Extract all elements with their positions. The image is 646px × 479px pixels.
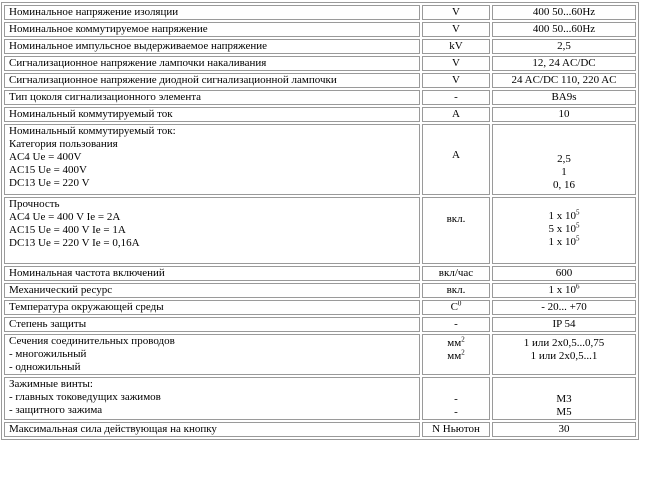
value-text: 1 x 10	[548, 210, 576, 222]
param-text: Номинальная частота включений	[9, 267, 165, 279]
unit-line	[427, 149, 485, 162]
value-line	[497, 318, 631, 331]
param-line	[9, 125, 415, 138]
unit-cell	[422, 197, 490, 264]
table-row	[4, 334, 636, 375]
value-line	[497, 91, 631, 104]
param-line	[9, 404, 415, 417]
unit-line	[427, 57, 485, 70]
value-cell	[492, 56, 636, 71]
param-line	[9, 57, 415, 70]
param-text: DC13 Ue = 220 V Ie = 0,16A	[9, 237, 140, 249]
param-text: Сигнализационное напряжение диодной сигнализационной лампочки	[9, 74, 337, 86]
unit-line	[427, 318, 485, 331]
unit-text: мм	[447, 337, 462, 349]
unit-text: вкл/час	[438, 267, 474, 279]
table-row	[4, 317, 636, 332]
unit-line	[427, 213, 485, 226]
param-line	[9, 108, 415, 121]
parameter-cell	[4, 422, 420, 437]
specification-table	[1, 2, 639, 440]
value-line	[497, 337, 631, 350]
value-text: 400 50...60Hz	[532, 23, 596, 35]
value-text: 2,5	[557, 153, 571, 165]
unit-text: вкл.	[446, 284, 466, 296]
param-text: Механический ресурс	[9, 284, 113, 296]
unit-text: вкл.	[446, 213, 466, 225]
unit-cell	[422, 334, 490, 375]
value-text: 400 50...60Hz	[532, 6, 596, 18]
parameter-cell	[4, 73, 420, 88]
value-cell	[492, 5, 636, 20]
unit-cell	[422, 56, 490, 71]
unit-text: -	[454, 318, 458, 330]
value-text: 30	[558, 423, 570, 435]
table-row	[4, 300, 636, 315]
value-cell	[492, 39, 636, 54]
unit-text: -	[454, 91, 458, 103]
unit-text: A	[452, 149, 460, 161]
table-row	[4, 124, 636, 195]
param-line	[9, 348, 415, 361]
value-cell	[492, 300, 636, 315]
value-text: 1	[561, 166, 567, 178]
unit-superscript: 0	[457, 300, 462, 308]
parameter-cell	[4, 56, 420, 71]
parameter-cell	[4, 124, 420, 195]
unit-superscript: 2	[461, 348, 465, 357]
param-line	[9, 301, 415, 314]
table-row	[4, 73, 636, 88]
value-text: M5	[556, 406, 572, 418]
value-text: 600	[555, 267, 573, 279]
param-text: Номинальное напряжение изоляции	[9, 6, 179, 18]
param-text: Максимальная сила действующая на кнопку	[9, 423, 217, 435]
param-text: - главных токоведущих зажимов	[9, 391, 161, 403]
param-text: Сигнализационное напряжение лампочки накаливания	[9, 57, 267, 69]
param-text: DC13 Ue = 220 V	[9, 177, 90, 189]
value-text: 1 или 2x0,5...0,75	[523, 337, 605, 349]
param-line	[9, 23, 415, 36]
param-line	[9, 237, 415, 250]
value-line	[497, 301, 631, 314]
unit-text: C	[450, 301, 458, 313]
parameter-cell	[4, 300, 420, 315]
unit-line	[427, 74, 485, 87]
param-line	[9, 164, 415, 177]
table-row	[4, 56, 636, 71]
unit-cell	[422, 107, 490, 122]
value-text: M3	[556, 393, 572, 405]
unit-text: -	[454, 406, 458, 418]
unit-cell	[422, 39, 490, 54]
param-text: - многожильный	[9, 348, 87, 360]
value-text: 12, 24 AC/DC	[532, 57, 596, 69]
table-row	[4, 197, 636, 264]
param-text: Сечения соединительных проводов	[9, 335, 175, 347]
unit-cell	[422, 422, 490, 437]
param-line	[9, 138, 415, 151]
unit-line	[427, 337, 485, 350]
value-cell	[492, 317, 636, 332]
param-text: Зажимные винты:	[9, 378, 93, 390]
param-line	[9, 423, 415, 436]
unit-cell	[422, 73, 490, 88]
parameter-cell	[4, 197, 420, 264]
unit-text: мм	[447, 350, 462, 362]
value-text: BA9s	[551, 91, 577, 103]
table-row	[4, 39, 636, 54]
parameter-cell	[4, 266, 420, 281]
unit-superscript: 2	[461, 335, 465, 344]
value-text: 1 x 10	[548, 284, 576, 296]
table-row	[4, 107, 636, 122]
param-line	[9, 40, 415, 53]
param-line	[9, 198, 415, 211]
table-row	[4, 22, 636, 37]
unit-cell	[422, 377, 490, 420]
param-line	[9, 318, 415, 331]
unit-text: N Ньютон	[432, 423, 480, 435]
value-line	[497, 40, 631, 53]
value-line	[497, 210, 631, 223]
unit-line	[427, 108, 485, 121]
value-cell	[492, 377, 636, 420]
value-cell	[492, 90, 636, 105]
table-row	[4, 90, 636, 105]
value-cell	[492, 22, 636, 37]
value-superscript: 5	[576, 208, 580, 217]
value-cell	[492, 107, 636, 122]
table-row	[4, 377, 636, 420]
value-text: - 20... +70	[541, 301, 587, 313]
value-line	[497, 57, 631, 70]
param-text: AC4 Ue = 400 V Ie = 2A	[9, 211, 121, 223]
unit-line	[427, 393, 485, 406]
unit-cell	[422, 300, 490, 315]
param-line	[9, 335, 415, 348]
table-row	[4, 266, 636, 281]
value-line	[497, 166, 631, 179]
unit-cell	[422, 90, 490, 105]
unit-line	[427, 423, 485, 436]
param-text: Номинальный коммутируемый ток:	[9, 125, 176, 137]
param-line	[9, 91, 415, 104]
value-superscript: 6	[576, 283, 580, 291]
value-superscript: 5	[576, 234, 580, 243]
value-cell	[492, 266, 636, 281]
unit-line	[427, 23, 485, 36]
unit-text: kV	[449, 40, 463, 52]
value-line	[497, 23, 631, 36]
value-cell	[492, 334, 636, 375]
unit-cell	[422, 5, 490, 20]
value-line	[497, 350, 631, 363]
param-line	[9, 224, 415, 237]
value-text: 1 или 2x0,5...1	[530, 350, 598, 362]
value-text: 2,5	[557, 40, 571, 52]
parameter-cell	[4, 317, 420, 332]
param-text: Категория пользования	[9, 138, 118, 150]
table-row	[4, 5, 636, 20]
parameter-cell	[4, 107, 420, 122]
value-line	[497, 406, 631, 419]
param-text: AC15 Ue = 400V	[9, 164, 88, 176]
unit-line	[427, 406, 485, 419]
value-text: 1 x 10	[548, 236, 576, 248]
value-cell	[492, 197, 636, 264]
param-line	[9, 74, 415, 87]
param-text: Тип цоколя сигнализационного элемента	[9, 91, 202, 103]
unit-text: A	[452, 108, 460, 120]
param-text: Температура окружающей среды	[9, 301, 164, 313]
unit-line	[427, 6, 485, 19]
value-cell	[492, 124, 636, 195]
unit-cell	[422, 266, 490, 281]
value-text: 5 x 10	[548, 223, 576, 235]
param-text: - одножильный	[9, 361, 81, 373]
value-line	[497, 223, 631, 236]
unit-line	[427, 40, 485, 53]
value-cell	[492, 422, 636, 437]
parameter-cell	[4, 39, 420, 54]
unit-line	[427, 350, 485, 363]
param-line	[9, 6, 415, 19]
param-text: Номинальное импульсное выдерживаемое напряжение	[9, 40, 268, 52]
value-line	[497, 236, 631, 249]
unit-text: V	[452, 57, 460, 69]
parameter-cell	[4, 5, 420, 20]
value-superscript: 5	[576, 221, 580, 230]
value-text: 0, 16	[553, 179, 575, 191]
value-text: 24 AC/DC 110, 220 AC	[511, 74, 617, 86]
unit-cell	[422, 317, 490, 332]
value-text: 10	[558, 108, 570, 120]
table-row	[4, 283, 636, 298]
value-line	[497, 179, 631, 192]
param-text: AC4 Ue = 400V	[9, 151, 82, 163]
value-line	[497, 108, 631, 121]
unit-text: V	[452, 74, 460, 86]
unit-cell	[422, 124, 490, 195]
unit-line	[427, 284, 485, 297]
param-line	[9, 267, 415, 280]
unit-text: V	[452, 6, 460, 18]
value-line	[497, 393, 631, 406]
param-text: Степень защиты	[9, 318, 87, 330]
parameter-cell	[4, 377, 420, 420]
parameter-cell	[4, 90, 420, 105]
param-line	[9, 211, 415, 224]
unit-text: -	[454, 393, 458, 405]
param-line	[9, 284, 415, 297]
unit-text: V	[452, 23, 460, 35]
value-text: IP 54	[552, 318, 576, 330]
param-text: - защитного зажима	[9, 404, 103, 416]
param-text: AC15 Ue = 400 V Ie = 1A	[9, 224, 126, 236]
unit-line	[427, 301, 485, 314]
value-line	[497, 74, 631, 87]
param-line	[9, 378, 415, 391]
param-text: Прочность	[9, 198, 60, 210]
param-text: Номинальное коммутируемое напряжение	[9, 23, 208, 35]
parameter-cell	[4, 334, 420, 375]
unit-line	[427, 91, 485, 104]
value-line	[497, 423, 631, 436]
value-cell	[492, 283, 636, 298]
param-line	[9, 151, 415, 164]
value-line	[497, 6, 631, 19]
parameter-cell	[4, 22, 420, 37]
param-line	[9, 391, 415, 404]
param-text: Номинальный коммутируемый ток	[9, 108, 173, 120]
specification-table-body	[4, 5, 636, 437]
parameter-cell	[4, 283, 420, 298]
value-line	[497, 284, 631, 297]
unit-cell	[422, 22, 490, 37]
unit-cell	[422, 283, 490, 298]
value-cell	[492, 73, 636, 88]
param-line	[9, 177, 415, 190]
unit-line	[427, 267, 485, 280]
value-line	[497, 267, 631, 280]
value-line	[497, 153, 631, 166]
param-line	[9, 361, 415, 374]
table-row	[4, 422, 636, 437]
